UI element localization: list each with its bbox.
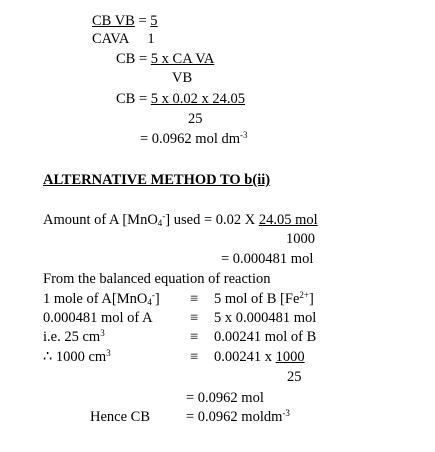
row-right-3: 0.00241 mol of B	[214, 329, 317, 345]
final-result-2	[186, 409, 290, 425]
cb-expr1-denominator: VB	[172, 70, 193, 86]
method1-result-text: = 0.0962 mol dm	[140, 131, 241, 147]
amount-numerator: 24.05	[258, 212, 296, 228]
ratio-rhs-denominator: 1	[147, 31, 155, 47]
amount-unit: mol	[295, 212, 318, 228]
amount-label-post: ] used = 0.02 X	[165, 212, 259, 228]
equivalence-symbol: ≡	[190, 310, 199, 326]
ratio-lhs-denominator: CAVA	[92, 31, 130, 47]
equivalence-symbol: ≡	[190, 291, 199, 307]
ratio-denominator-line	[92, 31, 155, 47]
row-left-3: i.e. 25 $cm^3$	[43, 328, 105, 345]
hence-label: Hence CB	[90, 409, 150, 425]
amount-label-sub: 4	[157, 218, 163, 228]
ratio-numerator-line	[92, 13, 158, 29]
ratio-equals: =	[134, 13, 151, 29]
balanced-equation-line: From the balanced equation of reaction	[43, 271, 271, 287]
row-right-2: 5 x 0.000481 mol	[214, 310, 317, 326]
cb-expression-2	[116, 91, 245, 107]
method1-result	[140, 131, 248, 147]
equivalence-symbol: ≡	[190, 349, 199, 365]
cb-expr2-lhs: CB =	[116, 91, 151, 107]
ratio-lhs-numerator: CB VB	[92, 13, 135, 29]
last-denominator: 25	[287, 369, 302, 385]
amount-line	[43, 212, 318, 228]
row-left-2: 0.000481 mol of A	[43, 310, 153, 326]
cb-expr1-numerator: 5 x CA VA	[150, 51, 215, 67]
final-result-2-text: = 0.0962 moldm	[186, 409, 283, 425]
row-right-4: 0.00241 x 1000	[214, 349, 305, 365]
amount-label-sup: -	[162, 211, 166, 221]
row-right-1: 5 mol of B $[Fe^{2+}]$	[214, 290, 314, 307]
equivalence-symbol: ≡	[190, 329, 199, 345]
amount-label-pre: Amount of A [MnO	[43, 212, 158, 228]
cb-expression-1	[116, 51, 214, 67]
final-result-1: = 0.0962 mol	[186, 390, 264, 406]
cb-expr1-lhs: CB =	[116, 51, 151, 67]
row-left-1: 1 mole of A[MnO$_4$-]	[43, 290, 160, 307]
cb-expr2-denominator: 25	[188, 111, 203, 127]
final-result-2-exponent: -3	[282, 408, 290, 418]
row-left-4: ∴ 1000 $cm^3$	[43, 348, 111, 365]
cb-expr2-numerator: 5 x 0.02 x 24.05	[150, 91, 246, 107]
ratio-rhs-numerator: 5	[150, 13, 158, 29]
amount-denominator: 1000	[286, 231, 315, 247]
alternative-method-heading: ALTERNATIVE METHOD TO b(ii)	[43, 172, 271, 188]
method1-result-exponent: -3	[240, 130, 248, 140]
amount-result: = 0.000481 mol	[221, 251, 314, 267]
